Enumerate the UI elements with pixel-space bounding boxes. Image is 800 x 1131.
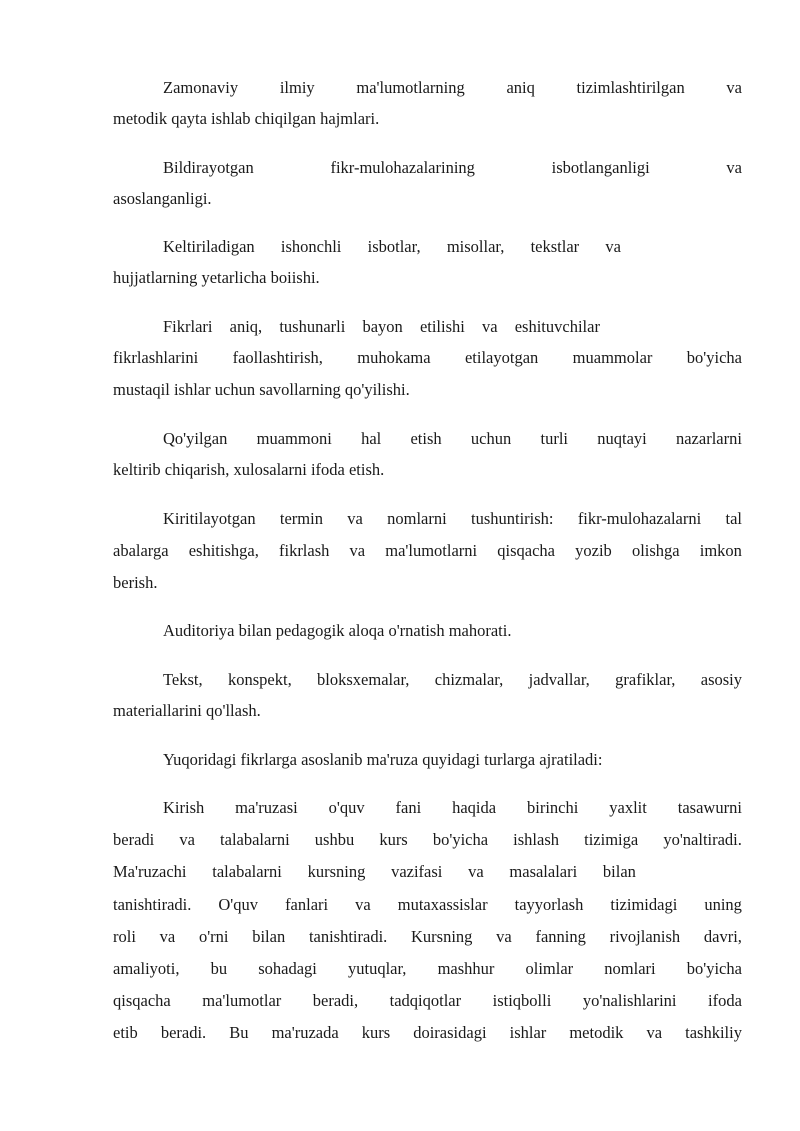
word: Zamonaviy: [163, 78, 239, 97]
word: ma'lumotlarni: [385, 541, 478, 560]
word: va: [726, 78, 742, 97]
word: ma'lumotlar: [202, 991, 282, 1010]
word: etish: [410, 429, 442, 448]
word: bilan: [602, 862, 636, 881]
word: misollar,: [446, 237, 505, 256]
text-line: [163, 670, 742, 690]
word: va: [355, 895, 371, 914]
text-line: [113, 830, 742, 850]
text-line: [113, 348, 742, 368]
word: fanning: [535, 927, 586, 946]
word: va: [179, 830, 195, 849]
word: masalalari: [509, 862, 578, 881]
word: tadqiqotlar: [389, 991, 462, 1010]
word: nomlari: [604, 959, 656, 978]
word: ushbu: [314, 830, 355, 849]
word: Fikrlari: [163, 317, 213, 336]
word: hal: [361, 429, 382, 448]
word: va: [646, 1023, 663, 1042]
text-line: [113, 991, 742, 1011]
word: olishga: [631, 541, 680, 560]
word: tanishtiradi.: [113, 895, 192, 914]
word: nazarlarni: [675, 429, 742, 448]
word: tizimiga: [584, 830, 639, 849]
word: yo'nalishlarini: [582, 991, 677, 1010]
text-line: [163, 798, 742, 818]
text-line: [113, 927, 742, 947]
word: tayyorlash: [514, 895, 584, 914]
word: o'quv: [328, 798, 365, 817]
word: qisqacha: [497, 541, 555, 560]
word: beradi.: [160, 1023, 207, 1042]
text-line: [113, 1023, 742, 1043]
word: asosiy: [700, 670, 742, 689]
word: tushunarli: [279, 317, 346, 336]
word: davri,: [703, 927, 742, 946]
text-line: [163, 78, 742, 98]
word: kursning: [307, 862, 366, 881]
word: va: [496, 927, 512, 946]
word: va: [349, 541, 366, 560]
word: imkon: [699, 541, 742, 560]
word: tizimlashtirilgan: [576, 78, 685, 97]
word: ishonchli: [280, 237, 342, 256]
word: amaliyoti,: [113, 959, 180, 978]
word: tal: [725, 509, 742, 528]
text-line: [113, 541, 742, 561]
word: abalarga: [113, 541, 169, 560]
word: Qo'yilgan: [163, 429, 228, 448]
word: nuqtayi: [597, 429, 647, 448]
word: vazifasi: [391, 862, 443, 881]
word: bo'yicha: [686, 959, 742, 978]
word: fani: [395, 798, 422, 817]
word: mashhur: [437, 959, 495, 978]
word: talabalarni: [220, 830, 290, 849]
word: va: [468, 862, 484, 881]
word: birinchi: [527, 798, 579, 817]
word: ma'lumotlarning: [356, 78, 465, 97]
word: bu: [210, 959, 228, 978]
word: ishlar: [509, 1023, 547, 1042]
text-line: [113, 862, 636, 882]
text-line: keltirib chiqarish, xulosalarni ifoda etish.: [113, 460, 385, 479]
word: haqida: [452, 798, 497, 817]
word: Bildirayotgan: [163, 158, 254, 177]
word: yaxlit: [609, 798, 647, 817]
word: aniq,: [229, 317, 263, 336]
word: tekstlar: [530, 237, 580, 256]
word: Tekst,: [163, 670, 203, 689]
word: Keltiriladigan: [163, 237, 255, 256]
word: nomlarni: [387, 509, 447, 528]
word: bayon: [362, 317, 403, 336]
text-line: [163, 429, 742, 449]
text-line: Auditoriya bilan pedagogik aloqa o'rnatish mahorati.: [163, 621, 512, 640]
word: muhokama: [357, 348, 431, 367]
word: konspekt,: [227, 670, 292, 689]
word: va: [159, 927, 176, 946]
word: va: [605, 237, 621, 256]
word: etib: [113, 1023, 138, 1042]
word: metodik: [569, 1023, 624, 1042]
word: tasawurni: [677, 798, 742, 817]
word: ma'ruzada: [271, 1023, 339, 1042]
word: eshitishga,: [188, 541, 259, 560]
text-line: [113, 895, 742, 915]
word: ilmiy: [279, 78, 315, 97]
word: tashkiliy: [685, 1023, 742, 1042]
text-line: [163, 509, 742, 529]
word: Kursning: [411, 927, 473, 946]
word: termin: [279, 509, 323, 528]
word: eshituvchilar: [514, 317, 600, 336]
word: rivojlanish: [609, 927, 681, 946]
word: turli: [540, 429, 568, 448]
word: Kiritilayotgan: [163, 509, 256, 528]
word: etilayotgan: [464, 348, 539, 367]
word: fikr-mulohazalarining: [330, 158, 475, 177]
word: chizmalar,: [434, 670, 504, 689]
word: jadvallar,: [528, 670, 590, 689]
word: mutaxassislar: [397, 895, 488, 914]
word: ma'ruzasi: [235, 798, 298, 817]
text-line: [163, 158, 742, 178]
text-line: [163, 237, 621, 257]
word: bilan: [252, 927, 286, 946]
word: va: [347, 509, 363, 528]
word: yozib: [575, 541, 612, 560]
word: Ma'ruzachi: [113, 862, 187, 881]
word: etilishi: [419, 317, 465, 336]
word: istiqbolli: [492, 991, 552, 1010]
text-line: mustaqil ishlar uchun savollarning qo'yilishi.: [113, 380, 410, 399]
word: yo'naltiradi.: [663, 830, 742, 849]
word: doirasidagi: [413, 1023, 487, 1042]
text-line: berish.: [113, 573, 158, 592]
word: fikr-mulohazalarni: [577, 509, 702, 528]
word: Bu: [229, 1023, 249, 1042]
word: roli: [113, 927, 136, 946]
word: tizimidagi: [610, 895, 678, 914]
word: bo'yicha: [686, 348, 742, 367]
word: ishlash: [513, 830, 560, 849]
text-line: Yuqoridagi fikrlarga asoslanib ma'ruza quyidagi turlarga ajratiladi:: [163, 750, 603, 769]
word: bo'yicha: [432, 830, 489, 849]
word: ifoda: [708, 991, 742, 1010]
word: kurs: [379, 830, 408, 849]
word: fikrlash: [278, 541, 330, 560]
word: va: [482, 317, 498, 336]
word: fanlari: [285, 895, 329, 914]
text-line: materiallarini qo'llash.: [113, 701, 261, 720]
word: beradi,: [312, 991, 359, 1010]
word: fikrlashlarini: [113, 348, 199, 367]
word: talabalarni: [212, 862, 282, 881]
word: muammoni: [256, 429, 332, 448]
word: O'quv: [218, 895, 259, 914]
word: olimlar: [525, 959, 574, 978]
word: tushuntirish:: [471, 509, 554, 528]
word: isbotlar,: [367, 237, 421, 256]
word: bloksxemalar,: [317, 670, 410, 689]
word: tanishtiradi.: [308, 927, 388, 946]
word: kurs: [361, 1023, 391, 1042]
word: yutuqlar,: [347, 959, 407, 978]
text-line: asoslanganligi.: [113, 189, 212, 208]
word: uning: [704, 895, 742, 914]
word: qisqacha: [113, 991, 171, 1010]
word: o'rni: [198, 927, 229, 946]
word: isbotlanganligi: [551, 158, 650, 177]
text-line: [113, 959, 742, 979]
text-line: [163, 317, 600, 337]
word: aniq: [506, 78, 535, 97]
word: Kirish: [163, 798, 205, 817]
text-line: metodik qayta ishlab chiqilgan hajmlari.: [113, 109, 380, 128]
word: grafiklar,: [615, 670, 676, 689]
word: va: [726, 158, 742, 177]
word: muammolar: [572, 348, 653, 367]
word: sohadagi: [258, 959, 317, 978]
text-line: hujjatlarning yetarlicha boiishi.: [113, 268, 320, 287]
word: uchun: [470, 429, 512, 448]
word: beradi: [113, 830, 155, 849]
word: faollashtirish,: [232, 348, 323, 367]
